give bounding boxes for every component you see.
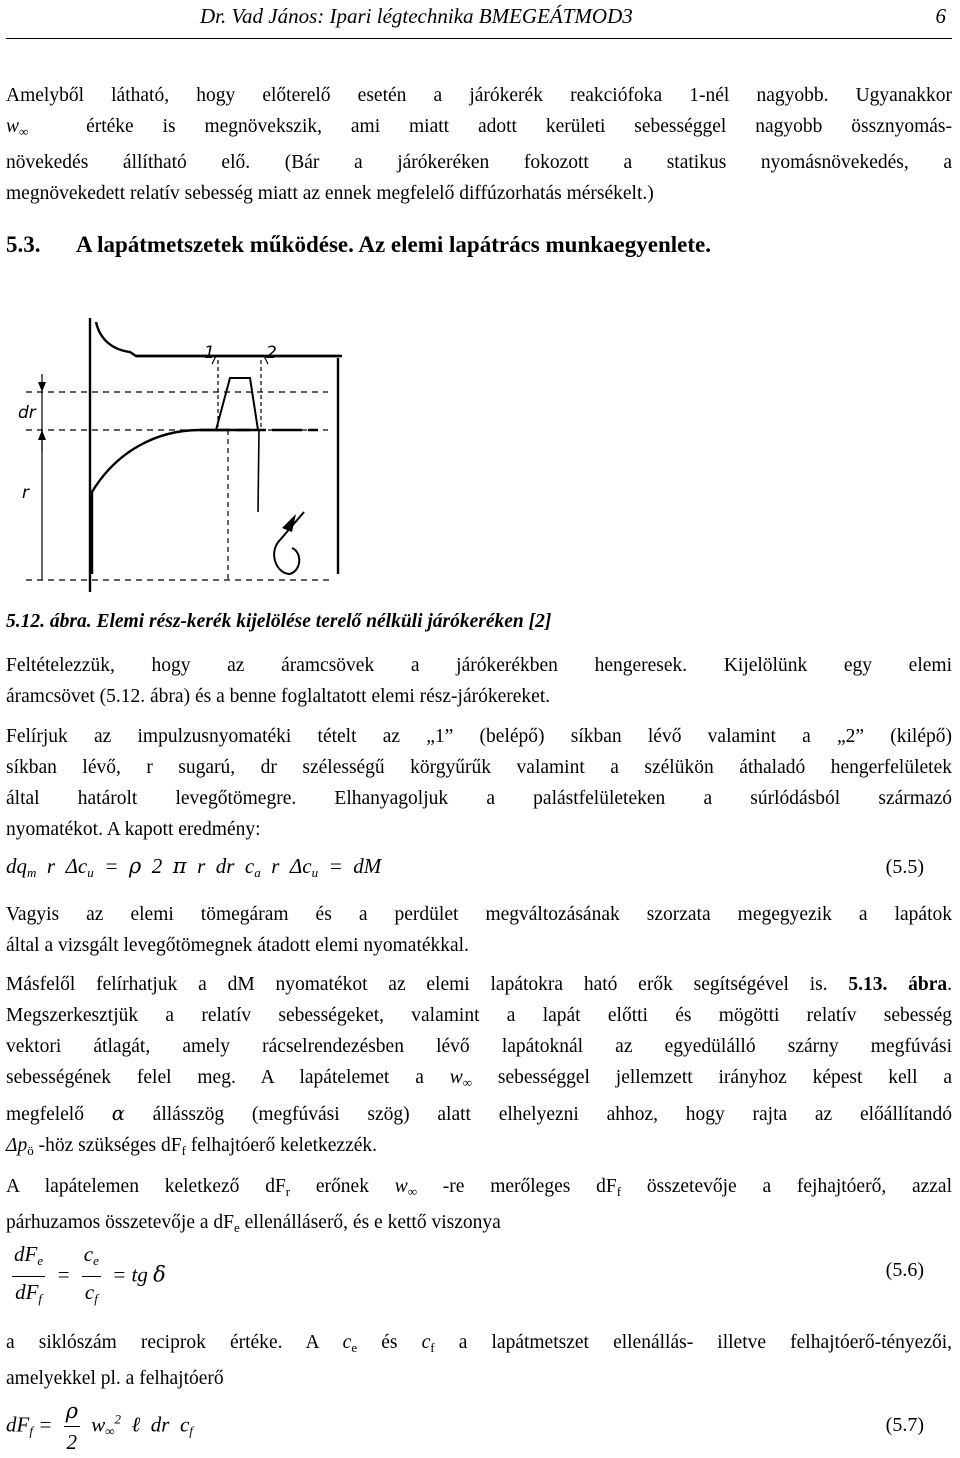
text-line: síkban lévő, r sugarú, dr szélességű körgyűrűk valamint a szélükön áthaladó hengerfelületek — [6, 757, 952, 778]
text-line: Megszerkesztjük a relatív sebességeket, valamint a lapát előtti és mögötti relatív sebesség — [6, 1005, 952, 1026]
header-title: Dr. Vad János: Ipari légtechnika BMEGEÁTMOD3 — [200, 4, 633, 28]
text-line: Felírjuk az impulzusnyomatéki tételt az „1” (belépő) síkban lévő valamint a „2” (kilépő) — [6, 726, 952, 747]
header-rule — [6, 38, 952, 39]
blade-section — [216, 378, 258, 430]
equation-5-7: $dF_f$ = $\frac{\rho}{2}$ $w_\infty^2$ ℓ dr $c_f$ (5.7) — [6, 1399, 924, 1454]
text-line: vektori átlagát, amely rácselrendezésben lévő lapátoknál az egyedülálló szárny megfúvási — [6, 1036, 952, 1057]
text-line: által határolt levegőtömegre. Elhanyagoljuk a palástfelületeken a súrlódásból származó — [6, 788, 952, 809]
paragraph-impulse — [6, 721, 952, 845]
text-line: Feltételezzük, hogy az áramcsövek a járókerékben hengeresek. Kijelölünk egy elemi — [6, 655, 952, 676]
arrow-head — [282, 514, 296, 532]
section-heading — [6, 227, 711, 263]
equation-number: (5.5) — [885, 856, 924, 878]
text-line: Amelyből látható, hogy előterelő esetén a járókerék reakciófoka 1-nél nagyobb. Ugyanakkor — [6, 85, 952, 106]
text-line: megfelelő α állásszög (megfúvási szög) alatt elhelyezni ahhoz, hogy rajta az előállítandó — [6, 1102, 953, 1125]
section-title: A lapátmetszetek működése. Az elemi lapátrács munkaegyenlete. — [76, 232, 711, 257]
equation-number: (5.6) — [885, 1259, 924, 1281]
paragraph-lift-drag — [6, 1171, 952, 1243]
text-line: növekedés állítható elő. (Bár a járókeréken fokozott a statikus nyomásnövekedés, a — [6, 152, 952, 173]
text-line: A lapátelemen keletkező $dF_r$ erőnek $w_\infty$ -re merőleges $dF_f$ összetevője a fejhajtóerő, azzal — [6, 1176, 953, 1199]
page-number: 6 — [935, 4, 946, 28]
page-header — [0, 4, 960, 34]
paragraph-coefficients — [6, 1327, 952, 1394]
text-line: $\Delta p_ö$ -höz szükséges $dF_f$ felhajtóerő keletkezzék. — [6, 1135, 378, 1158]
equation-5-5: $dq_m$ r $\Delta c_u = \rho$ 2 π r dr $c_a$ r $\Delta c_u$ = dM (5.5) — [6, 854, 924, 880]
plane-2-label: 2 — [266, 343, 277, 363]
figure-caption: 5.12. ábra. Elemi rész-kerék kijelölése terelő nélküli járókeréken [2] — [6, 611, 552, 632]
text-line: $w_\infty$ értéke is megnövekszik, ami miatt adott kerületi sebességgel nagyobb össznyomás- — [6, 116, 952, 139]
dr-arrow-top — [38, 382, 46, 392]
section-number: 5.3. — [6, 232, 41, 257]
w-inf-symbol: w — [6, 116, 20, 137]
text-line: Másfelől felírhatjuk a dM nyomatékot az elemi lapátokra ható erők segítségével is. 5.13. ábra. — [6, 974, 953, 995]
r-label: r — [22, 483, 29, 503]
text-line: megnövekedett relatív sebesség miatt az ennek megfelelő diffúzorhatás mérsékelt.) — [6, 183, 654, 204]
text-line: sebességének felel meg. A lapátelemet a $w_\infty$ sebességgel jellemzett irányhoz képest kell a — [6, 1067, 953, 1090]
impeller-sketch-figure — [18, 312, 358, 602]
dr-label: dr — [18, 403, 36, 423]
rotation-arrow — [274, 540, 299, 574]
plane-1-label: 1 — [204, 343, 215, 363]
text-line: nyomatékot. A kapott eredmény: — [6, 819, 261, 840]
text-line: a siklószám reciprok értéke. A $c_e$ és $c_f$ a lapátmetszet ellenállás- illetve felhajtóerő-tényezői, — [6, 1332, 953, 1355]
equation-5-6: $\frac{dF_e}{dF_f}$ = $\frac{c_e}{c_f}$ = tg δ (5.6) — [14, 1242, 924, 1306]
blade-curve — [258, 430, 259, 512]
text-line: párhuzamos összetevője a $dF_e$ ellenálláserő, és e kettő viszonya — [6, 1212, 501, 1235]
paragraph-assumption — [6, 650, 952, 712]
text-line: amelyekkel pl. a felhajtóerő — [6, 1368, 224, 1389]
hub-curve — [92, 430, 250, 574]
text-line: Vagyis az elemi tömegáram és a perdület megváltozásának szorzata megegyezik a lapátok — [6, 904, 952, 925]
shroud-curve — [96, 322, 340, 356]
text-line: áramcsövet (5.12. ábra) és a benne foglaltatott elemi rész-járókereket. — [6, 686, 551, 707]
paragraph-intro — [6, 80, 952, 209]
paragraph-momentum — [6, 899, 952, 961]
text-line: által a vizsgált levegőtömegnek átadott elemi nyomatékkal. — [6, 935, 469, 956]
dr-arrow-bottom — [38, 430, 46, 440]
paragraph-forces — [6, 969, 952, 1166]
equation-number: (5.7) — [885, 1414, 924, 1436]
